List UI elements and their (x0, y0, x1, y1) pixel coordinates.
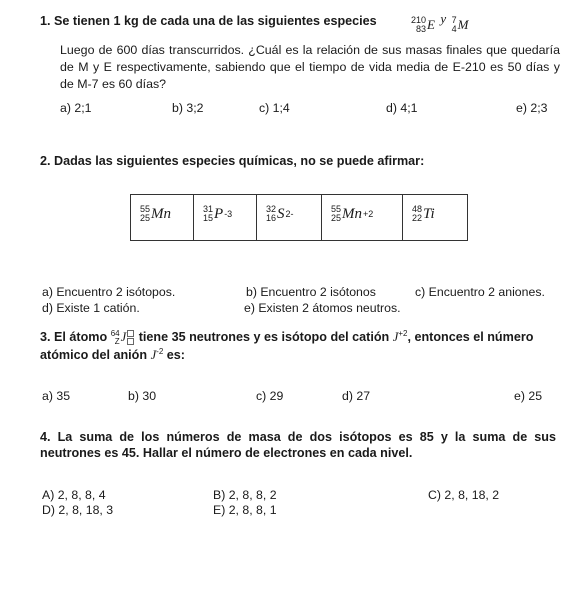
q1-option-d[interactable]: d) 4;1 (386, 101, 418, 115)
atomic-number: 4 (451, 24, 457, 34)
q3-statement-line1 (40, 329, 533, 346)
atomic-number: 25 (140, 213, 151, 223)
atomic-number: 16 (266, 213, 277, 223)
q2-option-a[interactable]: a) Encuentro 2 isótopos. (42, 285, 176, 299)
atomic-number: 25 (331, 213, 342, 223)
ion-charge: +2 (363, 209, 374, 219)
q3-text-2: tiene 35 neutrones y es isótopo del catión (138, 330, 390, 344)
anion-symbol: J (150, 348, 157, 362)
q1-title: 1. Se tienen 1 kg de cada una de las siguientes especies (40, 14, 377, 28)
q4-statement-line2: neutrones es 45. Hallar el número de electrones en cada nivel. (40, 446, 413, 460)
ion-charge: 2- (285, 209, 294, 219)
species-cell (403, 195, 468, 241)
ion-charge: -3 (224, 209, 233, 219)
element-symbol: S (277, 205, 285, 222)
anion-charge: -2 (156, 347, 164, 356)
q3-option-a[interactable]: a) 35 (42, 389, 71, 403)
atom-j-notation (111, 330, 136, 346)
element-symbol: Mn (342, 205, 363, 222)
q4-option-d[interactable]: D) 2, 8, 18, 3 (42, 503, 114, 517)
q1-species-formula (411, 11, 468, 34)
q1-option-e[interactable]: e) 2;3 (516, 101, 548, 115)
q3-option-c[interactable]: c) 29 (256, 389, 284, 403)
q3-text-5: es: (166, 348, 185, 362)
q4-option-c[interactable]: C) 2, 8, 18, 2 (428, 488, 500, 502)
mass-number: 32 (266, 204, 277, 214)
species-cell (131, 195, 194, 241)
atomic-number: 15 (203, 213, 214, 223)
mass-number: 7 (451, 15, 457, 25)
q3-statement-line2 (40, 347, 185, 363)
q1-option-b[interactable]: b) 3;2 (172, 101, 204, 115)
q1-option-c[interactable]: c) 1;4 (259, 101, 290, 115)
q2-option-d[interactable]: d) Existe 1 catión. (42, 301, 140, 315)
mass-number: 55 (140, 204, 151, 214)
element-symbol: E (427, 17, 435, 32)
q1-option-a[interactable]: a) 2;1 (60, 101, 92, 115)
q3-option-d[interactable]: d) 27 (342, 389, 371, 403)
q2-option-c[interactable]: c) Encuentro 2 aniones. (415, 285, 545, 299)
species-table (130, 194, 468, 241)
atomic-number: Z (114, 336, 120, 346)
mass-number: 64 (110, 328, 120, 338)
element-symbol: M (457, 17, 469, 32)
mass-number: 210 (411, 15, 427, 25)
atomic-number: 83 (416, 24, 427, 34)
q2-option-e[interactable]: e) Existen 2 átomos neutros. (244, 301, 401, 315)
species-cell (257, 195, 322, 241)
q4-option-a[interactable]: A) 2, 8, 8, 4 (42, 488, 106, 502)
q2-title: 2. Dadas las siguientes especies químicas, no se puede afirmar: (40, 154, 425, 168)
placeholder-boxes (127, 330, 134, 346)
cation-symbol: J (392, 330, 399, 344)
element-symbol: Mn (151, 205, 172, 222)
atomic-number: 22 (412, 213, 423, 223)
q1-statement: Luego de 600 días transcurridos. ¿Cuál es la relación de sus masas finales que quedaría de M y E respectivamente, sabiendo que el tiempo de vida media de E-210 es 50 días y de M-7 es 60 días? (60, 43, 560, 91)
q2-option-b[interactable]: b) Encuentro 2 isótonos (246, 285, 376, 299)
cation-charge: +2 (398, 329, 408, 338)
mass-number: 55 (331, 204, 342, 214)
nuclide-m (452, 16, 469, 34)
q3-text-3: , entonces el número (407, 330, 534, 344)
q4-option-b[interactable]: B) 2, 8, 8, 2 (213, 488, 277, 502)
connector-word: y (440, 11, 447, 26)
element-symbol: Ti (423, 205, 435, 222)
nuclide-e (411, 16, 435, 34)
species-cell (322, 195, 403, 241)
q3-option-e[interactable]: e) 25 (514, 389, 543, 403)
q4-option-e[interactable]: E) 2, 8, 8, 1 (213, 503, 277, 517)
mass-number: 31 (203, 204, 214, 214)
element-symbol: P (214, 205, 224, 222)
mass-number: 48 (412, 204, 423, 214)
species-cell (194, 195, 257, 241)
element-symbol: J (120, 330, 127, 345)
q4-statement-line1: 4. La suma de los números de masa de dos isótopos es 85 y la suma de sus (40, 430, 556, 444)
q3-text-1: 3. El átomo (40, 330, 108, 344)
q3-option-b[interactable]: b) 30 (128, 389, 157, 403)
q3-text-4: atómico del anión (40, 348, 148, 362)
